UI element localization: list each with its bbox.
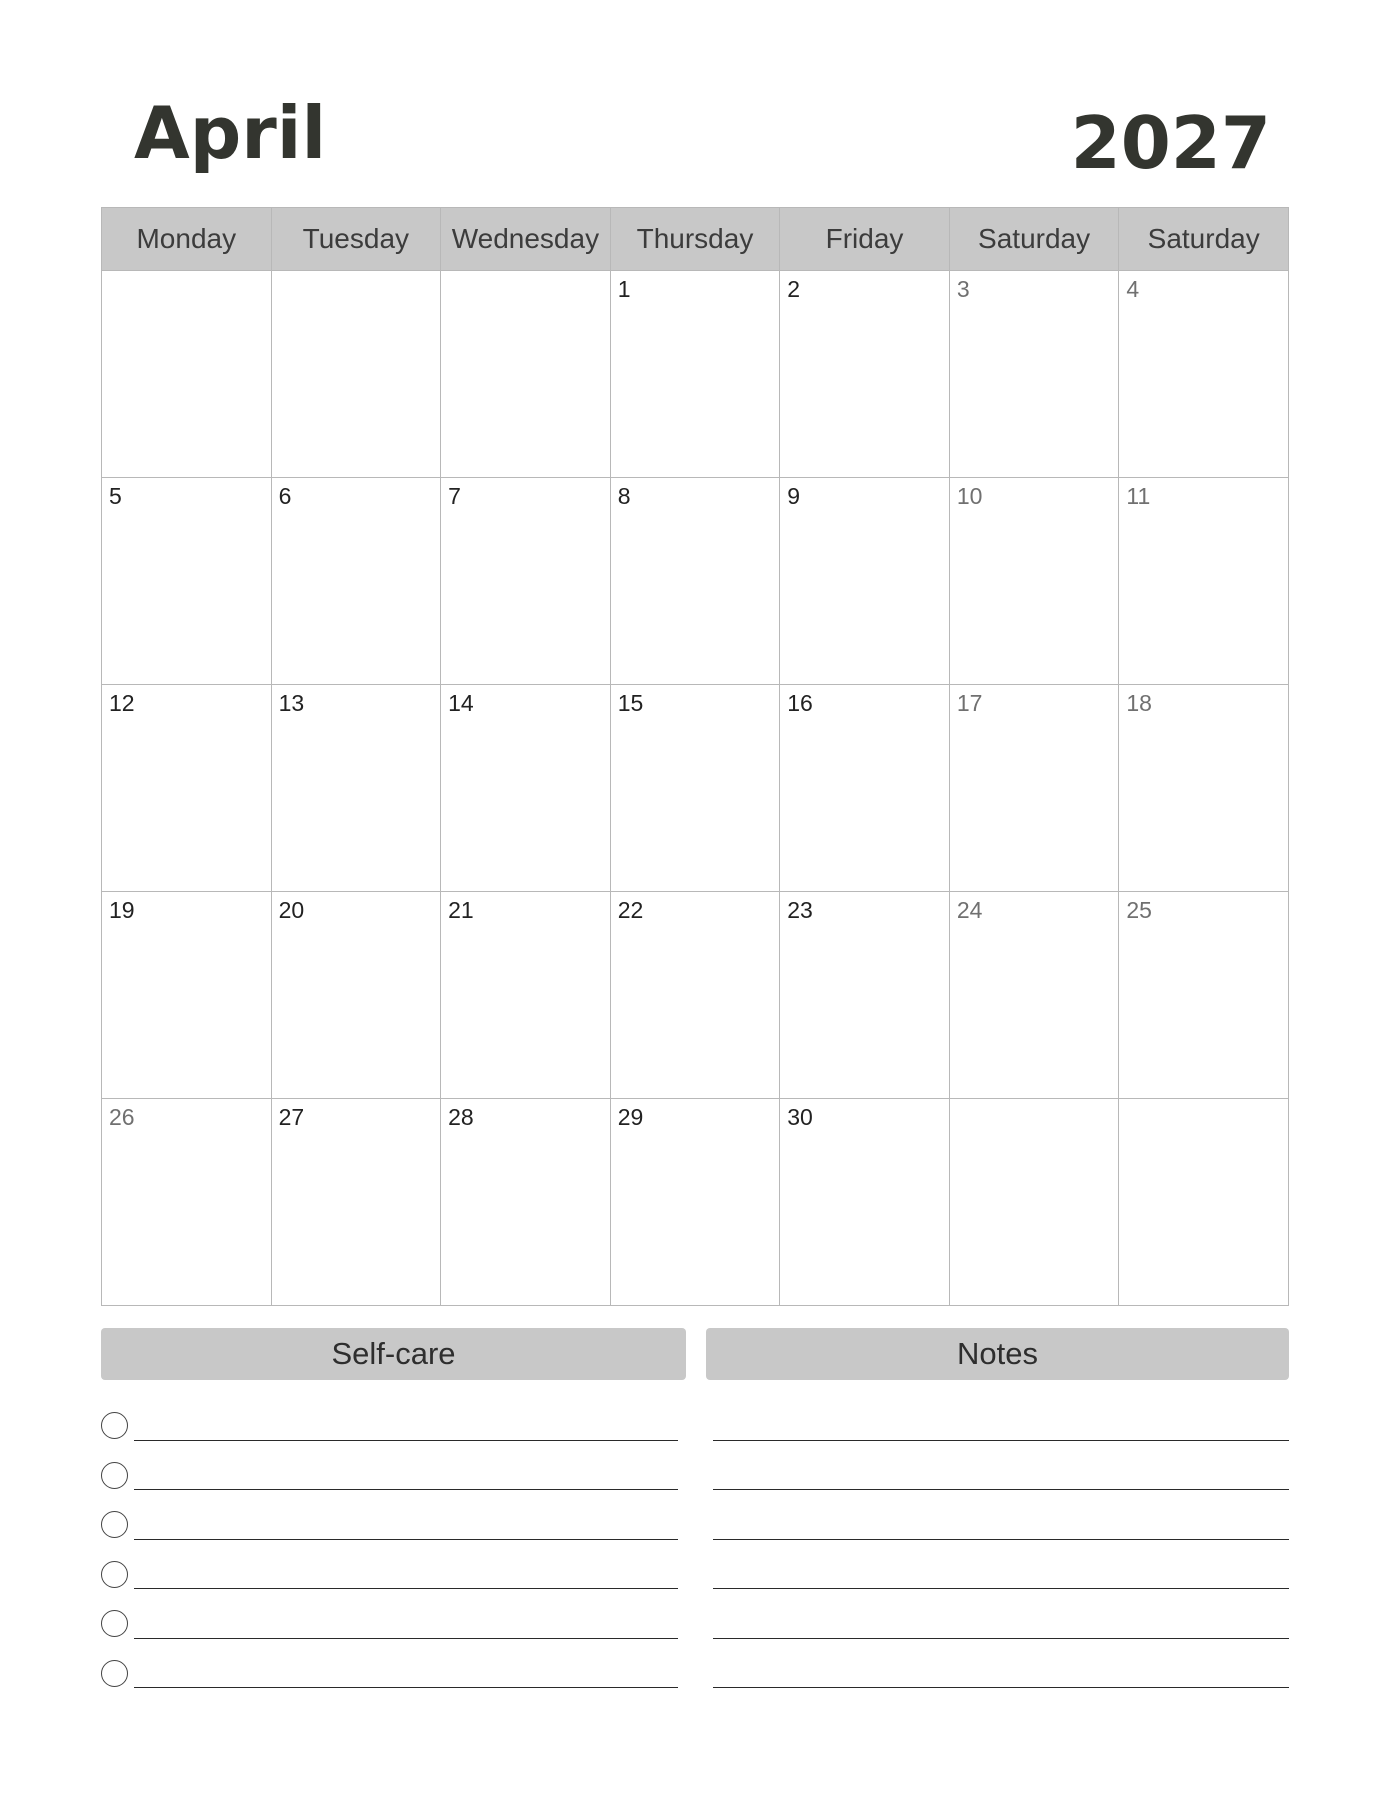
selfcare-checklist — [101, 1408, 678, 1705]
day-number: 4 — [1126, 276, 1140, 302]
writing-line[interactable] — [713, 1687, 1289, 1688]
day-cell[interactable] — [441, 1099, 611, 1306]
weekday-monday: Monday — [102, 208, 272, 271]
day-number: 3 — [956, 276, 970, 302]
writing-line[interactable] — [713, 1440, 1289, 1441]
checkbox-circle-icon[interactable] — [101, 1412, 128, 1439]
writing-line[interactable] — [134, 1588, 678, 1589]
writing-line[interactable] — [713, 1489, 1289, 1490]
note-line-item — [713, 1557, 1289, 1607]
checklist-item — [101, 1606, 678, 1656]
day-cell[interactable] — [102, 685, 272, 892]
checklist-item — [101, 1458, 678, 1508]
checklist-item — [101, 1408, 678, 1458]
writing-line[interactable] — [134, 1539, 678, 1540]
week-row — [102, 1099, 1289, 1306]
day-cell[interactable] — [610, 1099, 780, 1306]
calendar-grid — [101, 207, 1289, 1306]
day-number: 28 — [448, 1104, 474, 1130]
writing-line[interactable] — [134, 1638, 678, 1639]
week-row — [102, 892, 1289, 1099]
day-number: 14 — [448, 690, 474, 716]
day-cell[interactable] — [610, 685, 780, 892]
day-number — [272, 271, 441, 275]
day-cell[interactable] — [949, 892, 1119, 1099]
day-cell[interactable] — [1119, 271, 1289, 478]
note-line-item — [713, 1656, 1289, 1706]
checkbox-circle-icon[interactable] — [101, 1561, 128, 1588]
day-cell[interactable] — [1119, 1099, 1289, 1306]
day-number: 7 — [448, 483, 461, 509]
checklist-item — [101, 1557, 678, 1607]
day-cell[interactable] — [1119, 478, 1289, 685]
week-row — [102, 271, 1289, 478]
week-row — [102, 685, 1289, 892]
day-cell[interactable] — [271, 478, 441, 685]
day-number — [441, 271, 610, 275]
day-number: 18 — [1126, 690, 1152, 716]
week-row — [102, 478, 1289, 685]
day-number: 11 — [1126, 483, 1151, 509]
day-number: 23 — [787, 897, 813, 923]
day-number: 10 — [956, 483, 983, 509]
checklist-item — [101, 1656, 678, 1706]
day-cell[interactable] — [780, 1099, 950, 1306]
day-cell[interactable] — [780, 478, 950, 685]
day-cell[interactable] — [1119, 892, 1289, 1099]
day-cell[interactable] — [949, 478, 1119, 685]
notes-header: Notes — [706, 1328, 1289, 1380]
day-cell[interactable] — [271, 892, 441, 1099]
day-cell[interactable] — [610, 271, 780, 478]
checkbox-circle-icon[interactable] — [101, 1511, 128, 1538]
day-number: 20 — [278, 897, 305, 923]
weekday-header-row — [102, 208, 1289, 271]
weekday-friday: Friday — [780, 208, 950, 271]
day-number: 22 — [617, 897, 644, 923]
checkbox-circle-icon[interactable] — [101, 1462, 128, 1489]
day-cell[interactable] — [780, 271, 950, 478]
day-number: 12 — [109, 690, 135, 716]
writing-line[interactable] — [713, 1588, 1289, 1589]
note-line-item — [713, 1408, 1289, 1458]
checkbox-circle-icon[interactable] — [101, 1610, 128, 1637]
day-number: 24 — [956, 897, 983, 923]
day-cell[interactable] — [949, 685, 1119, 892]
day-cell[interactable] — [610, 892, 780, 1099]
day-number: 1 — [617, 276, 631, 302]
checklist-item — [101, 1507, 678, 1557]
day-number: 15 — [617, 690, 644, 716]
day-cell[interactable] — [441, 478, 611, 685]
writing-line[interactable] — [713, 1539, 1289, 1540]
day-cell[interactable] — [441, 685, 611, 892]
day-cell[interactable] — [441, 892, 611, 1099]
day-number: 17 — [956, 690, 983, 716]
day-cell[interactable] — [102, 1099, 272, 1306]
day-number: 26 — [109, 1104, 135, 1130]
weekday-tuesday: Tuesday — [271, 208, 441, 271]
checkbox-circle-icon[interactable] — [101, 1660, 128, 1687]
day-number: 8 — [617, 483, 631, 509]
day-number — [1119, 1099, 1288, 1103]
day-cell[interactable] — [271, 271, 441, 478]
day-number: 19 — [109, 897, 135, 923]
day-cell[interactable] — [949, 1099, 1119, 1306]
writing-line[interactable] — [134, 1489, 678, 1490]
day-number: 16 — [787, 690, 813, 716]
day-number: 13 — [278, 690, 305, 716]
weekday-saturday: Saturday — [949, 208, 1119, 271]
day-cell[interactable] — [949, 271, 1119, 478]
day-number: 5 — [109, 483, 122, 509]
day-number — [102, 271, 271, 275]
writing-line[interactable] — [134, 1440, 678, 1441]
day-number: 25 — [1126, 897, 1152, 923]
weekday-wednesday: Wednesday — [441, 208, 611, 271]
weekday-thursday: Thursday — [610, 208, 780, 271]
day-number: 29 — [617, 1104, 644, 1130]
note-line-item — [713, 1606, 1289, 1656]
day-cell[interactable] — [1119, 685, 1289, 892]
day-number: 21 — [448, 897, 474, 923]
day-cell[interactable] — [102, 271, 272, 478]
notes-lines — [713, 1408, 1289, 1705]
day-cell[interactable] — [441, 271, 611, 478]
day-cell[interactable] — [271, 685, 441, 892]
writing-line[interactable] — [134, 1687, 678, 1688]
weekday-saturday-2: Saturday — [1119, 208, 1289, 271]
day-cell[interactable] — [780, 685, 950, 892]
selfcare-header: Self-care — [101, 1328, 686, 1380]
day-cell[interactable] — [102, 892, 272, 1099]
day-number: 9 — [787, 483, 801, 509]
day-number: 2 — [787, 276, 801, 302]
day-number: 30 — [787, 1104, 813, 1130]
day-cell[interactable] — [610, 478, 780, 685]
day-number: 6 — [278, 483, 292, 509]
day-number: 27 — [278, 1104, 305, 1130]
month-title: April — [134, 91, 327, 175]
day-number — [950, 1099, 1119, 1103]
note-line-item — [713, 1458, 1289, 1508]
day-cell[interactable] — [102, 478, 272, 685]
day-cell[interactable] — [271, 1099, 441, 1306]
writing-line[interactable] — [713, 1638, 1289, 1639]
year-title: 2027 — [1070, 101, 1271, 185]
note-line-item — [713, 1507, 1289, 1557]
day-cell[interactable] — [780, 892, 950, 1099]
